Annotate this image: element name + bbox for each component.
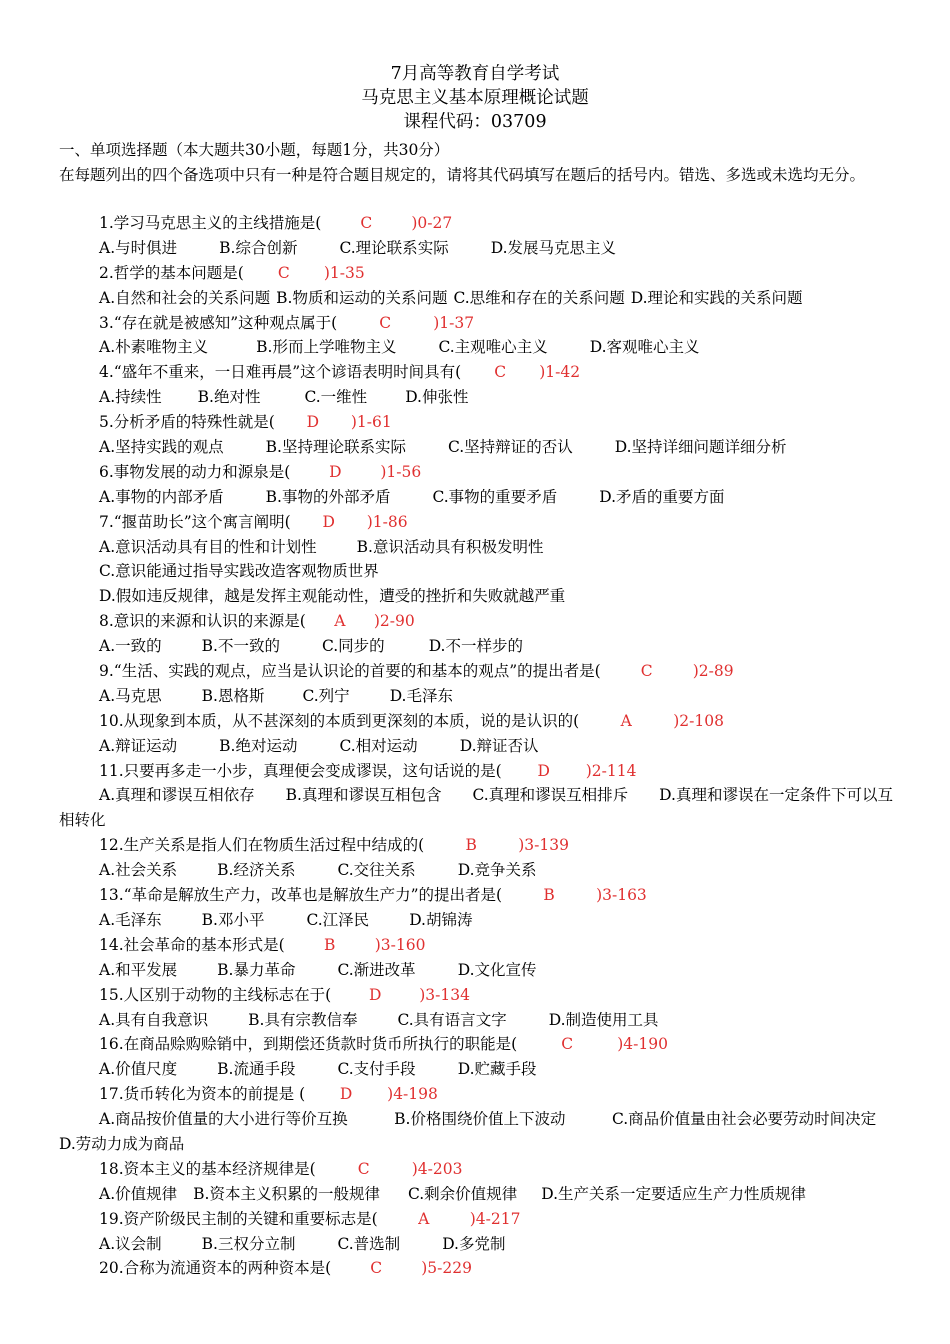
option: D.坚持详细问题详细分析 [614,438,787,457]
option: A.自然和社会的关系问题 [99,288,271,307]
option: A.持续性 [99,388,162,407]
options-row [59,236,899,261]
answer-letter: C [357,1159,370,1178]
question-text: 10.从现象到本质，从不甚深刻的本质到更深刻的本质，说的是认识的( [99,711,580,730]
question-stem [59,510,899,535]
instructions: 在每题列出的四个备选项中只有一种是符合题目规定的，请将其代码填写在题后的括号内。错选、多选或未选均无分。 [59,166,866,184]
option: C.坚持辩证的否认 [447,438,573,457]
option: D.竞争关系 [457,861,537,880]
option: A.意识活动具有目的性和计划性 [99,537,317,556]
options-wrapped [59,783,899,833]
answer-letter: D [306,413,320,432]
page-reference: )1-61 [350,413,392,432]
option: B.综合创新 [219,238,298,257]
option: B.意识活动具有积极发明性 [356,537,544,556]
option: B.暴力革命 [217,960,296,979]
option: D.辩证否认 [459,736,539,755]
question-stem [59,261,899,286]
question-stem [59,883,899,908]
answer-letter: D [368,985,382,1004]
question-stem [59,833,899,858]
question-text: 16.在商品赊购赊销中，到期偿还货款时货币所执行的职能是( [99,1035,518,1054]
option: B.三权分立制 [201,1234,296,1253]
question-stem [59,211,899,236]
question-text: 4.“盛年不重来，一日难再晨”这个谚语表明时间具有( [99,363,462,382]
option: A.辩证运动 [99,736,178,755]
exam-title: 7月高等教育自学考试 [390,64,560,84]
option: B.形而上学唯物主义 [256,338,397,357]
option: A.坚持实践的观点 [99,438,224,457]
question-text: 12.生产关系是指人们在物质生活过程中结成的( [99,836,425,855]
question-stem [59,709,899,734]
option: A.价值规律 [99,1184,178,1203]
answer-letter: C [277,263,290,282]
option: C.江泽民 [306,910,370,929]
question-text: 14.社会革命的基本形式是( [99,935,285,954]
option: A.议会制 [99,1234,162,1253]
question-stem [59,1082,899,1107]
page-reference: )2-114 [585,761,637,780]
answer-letter: C [379,313,392,332]
option: C.渐进改革 [337,960,416,979]
answer-letter: C [640,662,653,681]
question-stem [59,410,899,435]
question-stem [59,1032,899,1057]
options-row [59,908,899,933]
page-reference: )0-27 [411,214,453,232]
page-reference: )1-37 [433,313,475,332]
question-text: 2.哲学的基本问题是( [99,263,244,282]
question-text: 1.学习马克思主义的主线措施是( [99,214,322,232]
options-wrapped [59,1107,923,1157]
question-text: 18.资本主义的基本经济规律是( [99,1159,316,1178]
options-row [59,1008,899,1033]
question-text: 11.只要再多走一小步，真理便会变成谬误，这句话说的是( [99,761,502,780]
options-row [59,1182,899,1207]
answer-letter: B [465,836,477,855]
option: C.一维性 [304,388,368,407]
answer-letter: D [339,1085,353,1104]
page-reference: )1-86 [366,512,408,531]
options-row [59,286,899,311]
option: D.矛盾的重要方面 [599,487,725,506]
options-row [59,958,899,983]
answer-letter: C [370,1259,383,1278]
question-text: 17.货币转化为资本的前提是 ( [99,1085,306,1104]
option: C.剩余价值规律 [407,1184,518,1203]
option: C.具有语言文字 [397,1010,507,1029]
option: C.相对运动 [339,736,418,755]
option: C.普选制 [337,1234,401,1253]
option: B.事物的外部矛盾 [265,487,391,506]
exam-subject: 马克思主义基本原理概论试题 [361,88,589,108]
answer-letter: C [360,214,373,232]
question-text: 20.合称为流通资本的两种资本是( [99,1259,332,1278]
option: C.列宁 [302,686,350,705]
option: D.毛泽东 [389,686,453,705]
title-block [0,62,950,134]
answer-letter: B [543,886,555,905]
option: A.马克思 [99,686,162,705]
option: D.多党制 [442,1234,506,1253]
question-stem [59,1207,899,1232]
options-text: A.真理和谬误互相依存 B.真理和谬误互相包含 C.真理和谬误互相排斥 D.真理和谬误在一定条件下可以互相转化 [59,786,893,830]
page-reference: )5-229 [421,1259,472,1278]
option: C.交往关系 [337,861,416,880]
page-reference: )1-35 [323,263,365,282]
options-row [59,858,899,883]
page-reference: )3-134 [419,985,470,1004]
option: C.支付手段 [337,1060,416,1079]
question-stem [59,609,899,634]
question-text: 3.“存在就是被感知”这种观点属于( [99,313,338,332]
option: C.事物的重要矛盾 [432,487,558,506]
option: B.恩格斯 [201,686,265,705]
option: A.社会关系 [99,861,178,880]
question-text: 5.分析矛盾的特殊性就是( [99,413,275,432]
answer-letter: A [418,1209,430,1228]
option: A.毛泽东 [99,910,162,929]
options-row [59,385,899,410]
option: A.与时俱进 [99,238,178,257]
page-reference: )3-139 [518,836,569,855]
page-reference: )2-108 [673,711,724,730]
option: D.胡锦涛 [409,910,473,929]
option: A.一致的 [99,637,162,656]
page-reference: )1-42 [539,363,581,382]
options-row [59,1232,899,1257]
page-reference: )3-163 [596,886,647,905]
answer-letter: C [561,1035,574,1054]
answer-letter: D [322,512,335,531]
course-code: 课程代码：03709 [403,112,547,132]
option: C.理论联系实际 [339,238,449,257]
answer-letter: D [537,761,550,780]
options-row [59,435,899,460]
answer-letter: A [620,711,632,730]
question-text: 8.意识的来源和认识的来源是( [99,612,306,631]
option: B.绝对性 [197,388,261,407]
option: A.事物的内部矛盾 [99,487,224,506]
option: D.生产关系一定要适应生产力性质规律 [541,1184,807,1203]
option: D.贮藏手段 [457,1060,537,1079]
option: B.具有宗教信奉 [248,1010,358,1029]
question-stem [59,983,899,1008]
option: C.主观唯心主义 [438,338,548,357]
option: B.邓小平 [201,910,265,929]
question-stem [59,360,899,385]
option: D.理论和实践的关系问题 [630,288,803,307]
option: B.经济关系 [217,861,296,880]
question-text: 15.人区别于动物的主线标志在于( [99,985,332,1004]
option: B.不一致的 [201,637,280,656]
option: B.流通手段 [217,1060,296,1079]
question-stem [59,1157,899,1182]
page-reference: )4-217 [469,1209,521,1228]
option: C.意识能通过指导实践改造客观物质世界 [99,562,379,581]
question-stem [59,659,899,684]
option: D.文化宣传 [457,960,537,979]
options-row [59,684,899,709]
question-stem [59,311,899,336]
question-text: 6.事物发展的动力和源泉是( [99,462,291,481]
option: B.资本主义积累的一般规律 [193,1184,380,1203]
question-text: 13.“革命是解放生产力，改革也是解放生产力”的提出者是( [99,886,503,905]
question-stem [59,759,899,784]
option: D.客观唯心主义 [589,338,700,357]
question-text: 19.资产阶级民主制的关键和重要标志是( [99,1209,378,1228]
question-stem [59,933,899,958]
question-stem [59,1256,899,1281]
page-reference: )3-160 [374,935,426,954]
option: D.伸张性 [405,388,469,407]
option: D.发展马克思主义 [490,238,617,257]
option [59,535,899,560]
page-reference: )1-56 [380,462,422,481]
option: B.坚持理论联系实际 [265,438,406,457]
options-row [59,734,899,759]
answer-letter: B [324,935,336,954]
options-row [59,634,899,659]
option: B.物质和运动的关系问题 [276,288,448,307]
question-text: 7.“揠苗助长”这个寓言阐明( [99,512,291,531]
answer-letter: A [334,612,346,631]
option: B.绝对运动 [219,736,298,755]
option: A.具有自我意识 [99,1010,209,1029]
option: C.思维和存在的关系问题 [453,288,625,307]
question-text: 9.“生活、实践的观点，应当是认识论的首要的和基本的观点”的提出者是( [99,662,601,681]
answer-letter: D [329,462,342,481]
option: D.不一样步的 [428,637,523,656]
page-reference: )4-190 [617,1035,668,1054]
section-heading: 一、单项选择题（本大题共30小题，每题1分，共30分） [59,141,450,159]
page-reference: )4-203 [411,1159,463,1178]
option: D.假如违反规律，越是发挥主观能动性，遭受的挫折和失败就越严重 [99,587,566,606]
options-row [59,335,899,360]
answer-letter: C [494,363,507,382]
option: D.制造使用工具 [548,1010,659,1029]
question-stem [59,460,899,485]
option: A.朴素唯物主义 [99,338,209,357]
option: C.同步的 [321,637,385,656]
option: A.和平发展 [99,960,178,979]
page-reference: )4-198 [387,1085,438,1104]
options-text: A.商品按价值量的大小进行等价互换 B.价格围绕价值上下波动 C.商品价值量由社会必要劳动时间决定 D.劳动力成为商品 [59,1110,923,1153]
page-reference: )2-90 [373,612,415,631]
options-row [59,485,899,510]
question-list [59,211,923,1281]
options-row [59,1057,899,1082]
option: A.价值尺度 [99,1060,178,1079]
page-reference: )2-89 [692,662,734,681]
